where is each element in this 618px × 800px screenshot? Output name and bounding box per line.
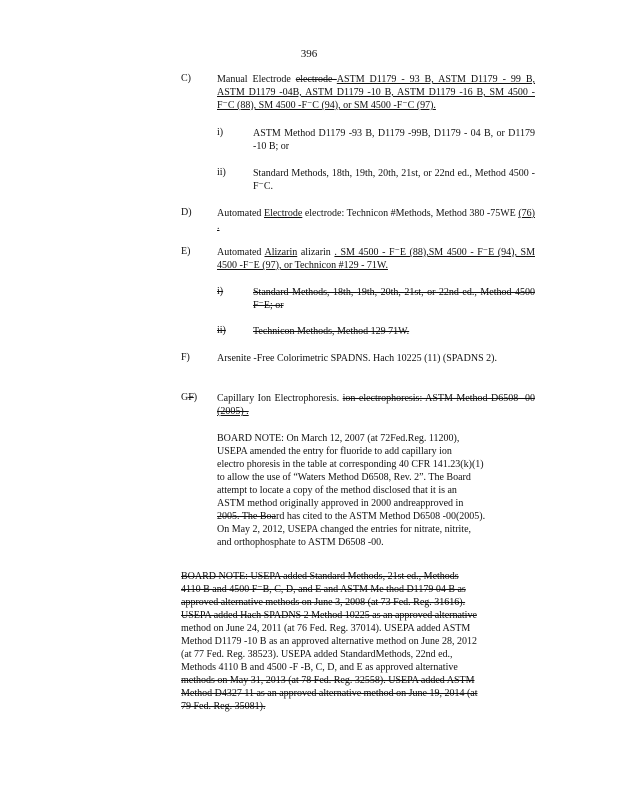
sub-item-text: Technicon Methods, Method 129 71W. bbox=[253, 326, 410, 337]
text-run: Capillary Ion Electrophoresis. bbox=[217, 393, 343, 404]
text-line bbox=[181, 570, 537, 583]
item-text bbox=[217, 246, 535, 272]
text-run: 79 Fed. Reg. 35081). bbox=[181, 701, 266, 712]
text-line bbox=[181, 687, 537, 700]
text-run: USEPA added Hach SPADNS 2 Method 10225 as an approved alternative bbox=[181, 610, 477, 621]
text-run: electrode: Technicon #Methods, Method 380 -75WE bbox=[302, 208, 519, 219]
text-run: Method D4327 11 as an approved alternative method on June 19, 2014 (at bbox=[181, 688, 478, 699]
text-line bbox=[181, 609, 537, 622]
text-line bbox=[181, 700, 537, 713]
text-run: Manual Electrode bbox=[217, 74, 296, 85]
sub-item-text: Standard Methods, 18th, 19th, 20th, 21st, or 22nd ed., Method 4500 -F⁻C. bbox=[253, 168, 535, 192]
text-line bbox=[181, 583, 537, 596]
text-line bbox=[217, 458, 537, 471]
item-label: C) bbox=[181, 73, 191, 84]
text-run: and orthophosphate to ASTM D6508 -00. bbox=[217, 537, 384, 548]
label-paren: ) bbox=[193, 392, 198, 403]
text-run: Electrode bbox=[263, 208, 303, 219]
text-run: electrode bbox=[295, 74, 337, 85]
text-run: 4110 B and 4500 F⁻B, C, D, and E and ASTM Me thod D1179 04 B as bbox=[181, 584, 466, 595]
text-run: USEPA amended the entry for fluoride to add capillary ion bbox=[217, 446, 452, 457]
text-line bbox=[181, 622, 537, 635]
text-line bbox=[181, 674, 537, 687]
text-line bbox=[181, 635, 537, 648]
text-run: (2005) . bbox=[217, 406, 249, 417]
item-label: E) bbox=[181, 246, 191, 257]
item-label: D) bbox=[181, 207, 192, 218]
text-run: to allow the use of “Waters Method D6508, Rev. 2”. The Board bbox=[217, 472, 471, 483]
text-line bbox=[181, 661, 537, 674]
text-line bbox=[217, 445, 537, 458]
text-run: BOARD NOTE: USEPA added Standard Methods, 21st ed., Methods bbox=[181, 571, 459, 582]
text-run: On May 2, 2012, USEPA changed the entries for nitrate, nitrite, bbox=[217, 524, 472, 535]
text-run: attempt to locate a copy of the method disclosed that it is an bbox=[217, 485, 457, 496]
text-line bbox=[217, 497, 537, 510]
text-run: alizarin bbox=[297, 247, 335, 258]
sub-item-label: i) bbox=[217, 127, 224, 138]
board-note bbox=[217, 432, 537, 549]
text-run: approved alternative methods on June 3, 2008 (at 73 Fed. Reg. 31616). bbox=[181, 597, 466, 608]
text-run: Method D1179 -10 B as an approved alternative method on June 28, 2012 bbox=[181, 636, 477, 647]
text-run: BOARD NOTE: On March 12, 2007 (at 72Fed.Reg. 11200), bbox=[217, 433, 460, 444]
text-line bbox=[217, 484, 537, 497]
text-line bbox=[217, 471, 537, 484]
text-run: ASTM method originally approved in 2000 andreapproved in bbox=[217, 498, 464, 509]
sub-item-label: ii) bbox=[217, 167, 226, 178]
label-letter: G bbox=[181, 392, 189, 403]
text-run: methods on May 31, 2013 (at 78 Fed. Reg. 32558). USEPA added ASTM bbox=[181, 675, 475, 686]
text-run: Automated bbox=[217, 208, 264, 219]
item-label bbox=[181, 392, 211, 403]
text-run: Methods 4110 B and 4500 -F -B, C, D, and E as approved alternative bbox=[181, 662, 458, 673]
text-run: 2005. The Boa bbox=[217, 511, 276, 522]
sub-item-label: ii) bbox=[217, 325, 226, 336]
text-run: . SM 4500 - F⁻E (88),SM 4500 - F⁻E (94), SM 4500 -F⁻E (97), or Technicon #129 - 71W. bbox=[217, 247, 535, 271]
board-note-history bbox=[181, 570, 537, 713]
text-run: Automated bbox=[217, 247, 265, 258]
text-line bbox=[217, 510, 537, 523]
text-run: ion electrophoresis: ASTM Method D6508 -00 bbox=[342, 393, 535, 404]
text-line bbox=[217, 523, 537, 536]
text-run: Alizarin bbox=[264, 247, 298, 258]
text-run: ASTM D1179 - 93 B, ASTM D1179 - 99 B, ASTM D1179 -04B, ASTM D1179 -10 B, ASTM D1179 -16 B, SM 4500 -F⁻C (88), SM 4500 -F⁻C (94), or SM 4500 -F⁻C (97). bbox=[217, 74, 536, 111]
text-run: (76) . bbox=[217, 208, 535, 232]
page-number: 396 bbox=[300, 48, 318, 60]
sub-item-text: Standard Methods, 18th, 19th, 20th, 21st, or 22nd ed., Method 4500 F⁻E; or bbox=[253, 287, 535, 311]
item-label: F) bbox=[181, 352, 190, 363]
text-run: method on June 24, 2011 (at 76 Fed. Reg. 37014). USEPA added ASTM bbox=[181, 623, 471, 634]
text-run: (at 77 Fed. Reg. 38523). USEPA added StandardMethods, 22nd ed., bbox=[181, 649, 453, 660]
text-run: rd has cited to the ASTM Method D6508 -00(2005). bbox=[275, 511, 486, 522]
sub-item-text: ASTM Method D1179 -93 B, D1179 -99B, D1179 - 04 B, or D1179 -10 B; or bbox=[253, 128, 535, 152]
text-line bbox=[181, 596, 537, 609]
text-line bbox=[217, 432, 537, 445]
item-text bbox=[217, 207, 535, 233]
text-run: electro phoresis in the table at corresponding 40 CFR 141.23(k)(1) bbox=[217, 459, 484, 470]
item-text bbox=[217, 392, 535, 418]
label-struck-letter: F bbox=[188, 392, 194, 403]
sub-item-label: i) bbox=[217, 286, 224, 297]
item-text: Arsenite -Free Colorimetric SPADNS. Hach 10225 (11) (SPADNS 2). bbox=[217, 353, 497, 364]
text-line bbox=[217, 536, 537, 549]
item-text bbox=[217, 73, 535, 112]
text-line bbox=[181, 648, 537, 661]
